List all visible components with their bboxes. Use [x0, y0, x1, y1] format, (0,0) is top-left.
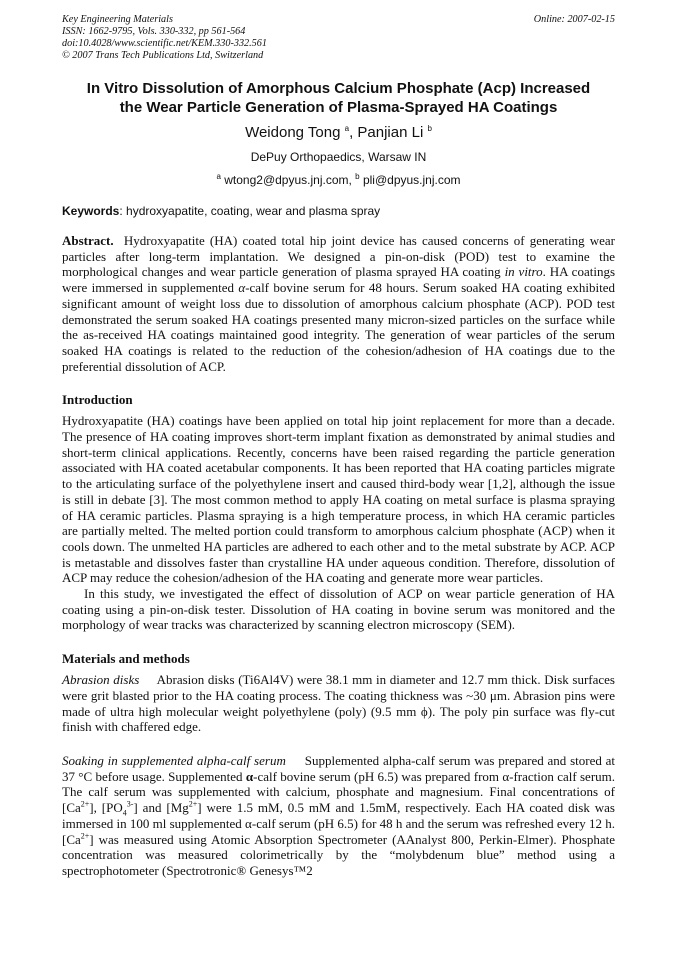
introduction-paragraph-1: Hydroxyapatite (HA) coatings have been applied on total hip joint replacement for more than a decade. The presence of HA coating improves short-term implant fixation as demonstrated by animal studies and short-term clinical applications. Recently, concerns have been raised regarding the particle generation associated with HA coated acetabular components. It has been reported that HA coating particles migrate to the articulating surface of the polyethylene insert and caused third-body wear [1,2], although the issue is still in debate [3]. The most common method to apply HA coating on metal surface is plasma spraying of HA ceramic particles. Plasma spraying is a high temperature process, in which HA ceramic particles are partially melted. The melted portion could transform to amorphous calcium phosphate (ACP) when it cools down. The unmelted HA particles are adhered to each other and to the metal substrate by ACP. ACP is metastable and dissolves faster than crystalline HA under aqueous condition. Therefore, dissolution of ACP may reduce the cohesion/adhesion of the HA coating and generate more wear particles.	[62, 413, 615, 586]
ca-charge-2: 2+	[80, 831, 90, 841]
mg-charge: 2+	[188, 799, 198, 809]
introduction-heading: Introduction	[62, 392, 133, 408]
soaking-text-c: ], [PO	[89, 800, 123, 816]
abrasion-disks-paragraph	[62, 672, 615, 735]
methods-heading: Materials and methods	[62, 651, 190, 667]
author-1-mark: a	[344, 124, 350, 133]
paper-title	[62, 79, 615, 117]
soaking-text-e: ] were 1.5 mM, 0.5 mM and 1.5mM, respectively. Each HA coated disk was immersed in 100 ml supplemented α-calf serum (pH 6.5) for 48 h and the serum was refreshed every 12 h. [Ca	[62, 800, 616, 847]
author-1: Weidong Tong	[245, 124, 341, 141]
soaking-alpha: α	[245, 768, 254, 784]
journal-name: Key Engineering Materials	[62, 14, 173, 25]
paper-page	[62, 14, 615, 879]
author-2-mark: b	[427, 124, 432, 133]
soaking-text-a: Supplemented alpha-calf serum was prepared and stored at 37 °C before usage. Supplemented	[62, 752, 616, 784]
author-2: Panjian Li	[357, 124, 424, 141]
po-charge: 3-	[126, 799, 134, 809]
author-separator: ,	[349, 124, 358, 141]
soaking-text-b: -calf bovine serum (pH 6.5) was prepared from α-fraction calf serum. The calf serum was supplemented with calcium, phosphate and magnesium. Final concentrations of [Ca	[62, 768, 616, 816]
soaking-text-d: ] and [Mg	[133, 800, 189, 816]
email-b[interactable]: pli@dpyus.jnj.com	[362, 173, 461, 187]
po-subscript: 4	[122, 808, 127, 818]
keywords-label: Keywords	[62, 204, 120, 218]
email-a-mark: a	[216, 172, 221, 181]
abstract-text-2: . HA coatings were immersed in supplemented	[62, 264, 616, 296]
abstract-in-vitro: in vitro	[504, 264, 543, 280]
abstract-label: Abstract.	[62, 233, 114, 248]
keywords-text: : hydroxyapatite, coating, wear and plasma spray	[119, 204, 381, 218]
soaking-text-f: ] was measured using Atomic Absorption Spectrometer (AAnalyst 800, Perkin-Elmer). Phosphate concentration was measured colorimetrically by the “molybdenum blue” method using a spectrophotometer (Spectrotronic® Genesys™2	[62, 831, 615, 878]
abrasion-disks-subheading: Abrasion disks	[62, 672, 140, 688]
affiliation: DePuy Orthopaedics, Warsaw IN	[250, 150, 427, 164]
email-b-mark: b	[355, 172, 360, 181]
abstract	[62, 233, 615, 374]
abstract-alpha: α	[238, 280, 246, 296]
doi-line: doi:10.4028/www.scientific.net/KEM.330-332.561	[62, 38, 267, 49]
keywords	[62, 204, 615, 219]
email-a[interactable]: wtong2@dpyus.jnj.com,	[224, 173, 352, 187]
title-line-2: the Wear Particle Generation of Plasma-Sprayed HA Coatings	[119, 99, 558, 116]
author-emails	[62, 173, 615, 188]
soaking-subheading: Soaking in supplemented alpha-calf serum	[62, 752, 286, 768]
abrasion-disks-text: Abrasion disks (Ti6Al4V) were 38.1 mm in diameter and 12.7 mm thick. Disk surfaces were grit blasted prior to the HA coating process. The coating thickness was ~30 μm. Abrasion pins were made of ultra high molecular weight polyethylene (poly) (9.5 mm ϕ). The poly pin surface was fly-cut finish with chaffered edge.	[62, 672, 615, 735]
soaking-paragraph	[62, 753, 615, 879]
abstract-text-1: Hydroxyapatite (HA) coated total hip joint device has caused concerns of generating wear particles after long-term implantation. We designed a pin-on-disk (POD) test to examine the morphological changes and wear particle generation of plasma sprayed HA coating	[62, 233, 615, 280]
issn-line: ISSN: 1662-9795, Vols. 330-332, pp 561-564	[62, 26, 246, 37]
journal-header	[62, 14, 615, 62]
introduction-paragraph-2: In this study, we investigated the effect of dissolution of ACP on wear particle generation of HA coating using a pin-on-disk tester. Dissolution of HA coating in bovine serum was monitored and the morphology of wear tracks was characterized by scanning electron microscopy (SEM).	[62, 586, 615, 633]
author-list	[62, 124, 615, 142]
online-date: Online: 2007-02-15	[533, 14, 615, 25]
copyright-line: © 2007 Trans Tech Publications Ltd, Switzerland	[62, 50, 264, 61]
ca-charge: 2+	[80, 799, 90, 809]
title-line-1: In Vitro Dissolution of Amorphous Calcium Phosphate (Acp) Increased	[86, 80, 591, 97]
abstract-text-3: -calf bovine serum for 48 hours. Serum soaked HA coating exhibited significant amount of weight loss due to dissolution of amorphous calcium phosphate (ACP). POD test demonstrated the serum soaked HA coatings presented many micron-sized particles on the surface while the as-received HA coatings maintained good integrity. The generation of wear particles of the serum soaked HA coatings is related to the reduction of the cohesion/adhesion of HA coatings due to the preferential dissolution of ACP.	[62, 280, 616, 374]
